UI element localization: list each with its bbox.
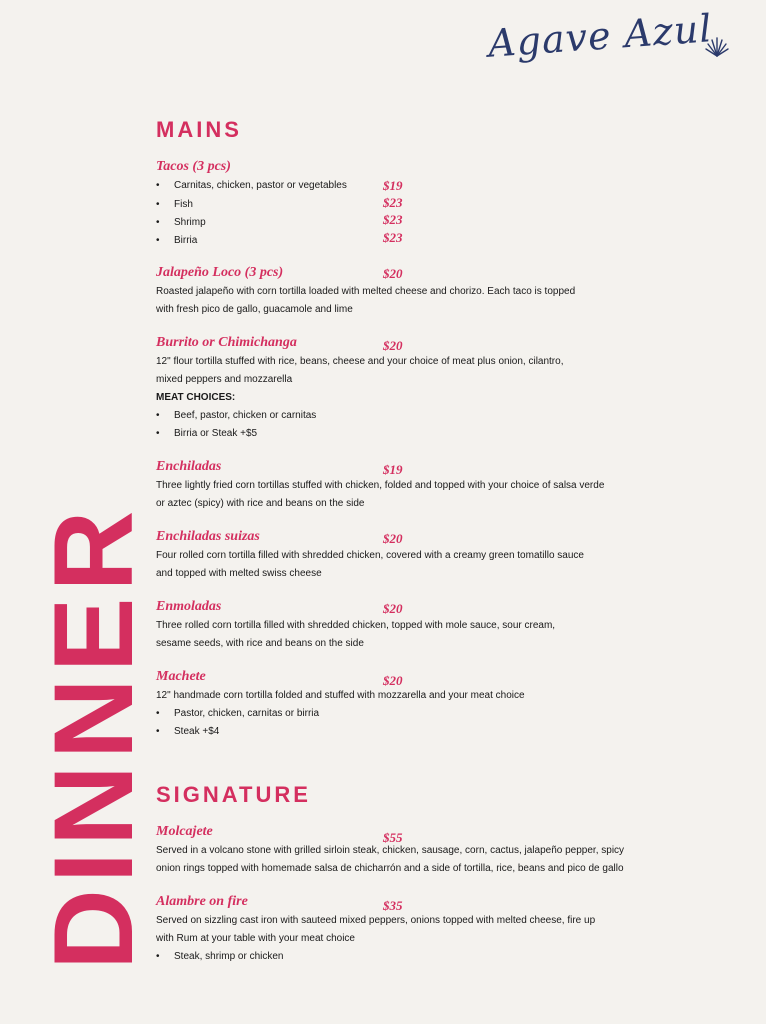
menu-page: Agave Azul DINNER MAINS Tacos (3 pcs) • Carnitas, chicken, pastor or vegetables $19 • Fish $23 • Shrimp $23 • Birria $23 Jalapeño Loco (3 pcs) $20 Roasted jalapeño with corn tortilla loaded with melted cheese and chorizo. Each taco is topped with fresh pico de gallo, guacamole and lime Burrito or Chimichanga $20 12" flour tortilla stuffed with rice, beans, cheese and your choice of meat plus onion, cilantro, mixed peppers and mozzarella MEAT CHOICES: • Beef, pastor, chicken or carnitas • Birria or Steak +$5 Enchiladas $19 Three lightly fried corn tortillas stuffed with chicken, folded and topped with your choice of salsa verde or aztec (spicy) with rice and beans on the side Enchiladas suizas $20 Four rolled corn tortilla filled with shredded chicken, covered with a creamy green tomatillo sauce and topped with melted swiss cheese Enmoladas $20 Three rolled corn tortilla filled with shredded chicken, topped with mole sauce, sour cream, sesame seeds, with rice and beans on the side Machete $20 12" handmade corn tortilla folded and stuffed with mozzarella and your meat choice • Pastor, chicken, carnitas or birria • Steak +$4 SIGNATURE Molcajete $55 Served in a volcano stone with grilled sirloin steak, chicken, sausage, corn, cactus, jalapeño pepper, spicy onion rings topped with homemade salsa de chicharrón and a side of tortilla, rice, beans and pico de gallo Alambre on fire $35 Served on sizzling cast iron with sauteed mixed peppers, onions topped with melted cheese, fire up with Rum at your table with your meat choice • Steak, shrimp or chicken xyxy=(0,0,766,1024)
agave-leaf-icon xyxy=(704,32,730,58)
item-description: Three lightly fried corn tortillas stuffed with chicken, folded and topped with your choice of salsa verde or aztec (spicy) with rice and beans on the side xyxy=(156,480,605,509)
item-price: $35 xyxy=(383,898,403,913)
item-description: Roasted jalapeño with corn tortilla loaded with melted cheese and chorizo. Each taco is topped with fresh pico de gallo, guacamole and lime xyxy=(156,286,576,315)
item-description: 12" flour tortilla stuffed with rice, beans, cheese and your choice of meat plus onion, cilantro, mixed peppers and mozzarella xyxy=(156,356,564,385)
dinner-vertical-title: DINNER xyxy=(31,504,156,970)
item-description: Served in a volcano stone with grilled sirloin steak, chicken, sausage, corn, cactus, jalapeño pepper, spicy onion rings topped with homemade salsa de chicharrón and a side of tortilla, rice, beans and pico de gallo xyxy=(156,845,625,874)
item-price: $55 xyxy=(383,830,403,845)
mains-heading: MAINS xyxy=(156,117,242,142)
item-name-jalapeno-loco: Jalapeño Loco (3 pcs) xyxy=(156,265,284,280)
item-name-machete: Machete xyxy=(156,669,206,684)
item-price: $19 xyxy=(383,178,403,193)
brand-logo: Agave Azul xyxy=(486,6,714,66)
item-name-enmoladas: Enmoladas xyxy=(156,599,222,614)
item-name-tacos: Tacos (3 pcs) xyxy=(156,159,231,174)
item-price: $20 xyxy=(383,673,403,688)
item-price: $20 xyxy=(383,266,403,281)
item-description: Four rolled corn tortilla filled with shredded chicken, covered with a creamy green tomatillo sauce and topped with melted swiss cheese xyxy=(156,550,584,579)
signature-heading: SIGNATURE xyxy=(156,782,311,807)
item-name-burrito: Burrito or Chimichanga xyxy=(156,335,297,350)
item-price: $20 xyxy=(383,531,403,546)
item-price: $20 xyxy=(383,338,403,353)
item-description: Three rolled corn tortilla filled with shredded chicken, topped with mole sauce, sour cream, sesame seeds, with rice and beans on the side xyxy=(156,620,556,649)
item-name-alambre: Alambre on fire xyxy=(156,894,248,909)
item-description: 12" handmade corn tortilla folded and stuffed with mozzarella and your meat choice xyxy=(156,690,525,701)
item-name-enchiladas-suizas: Enchiladas suizas xyxy=(156,529,260,544)
meat-choices-label: MEAT CHOICES: xyxy=(156,392,236,403)
item-name-molcajete: Molcajete xyxy=(156,824,213,839)
item-price: $20 xyxy=(383,601,403,616)
item-description: Served on sizzling cast iron with sauteed mixed peppers, onions topped with melted cheese, fire up with Rum at your table with your meat choice xyxy=(156,915,596,944)
item-price: $19 xyxy=(383,462,403,477)
item-name-enchiladas: Enchiladas xyxy=(156,459,222,474)
item-price: $23 xyxy=(383,195,403,210)
item-price: $23 xyxy=(383,212,403,227)
item-price: $23 xyxy=(383,230,403,245)
